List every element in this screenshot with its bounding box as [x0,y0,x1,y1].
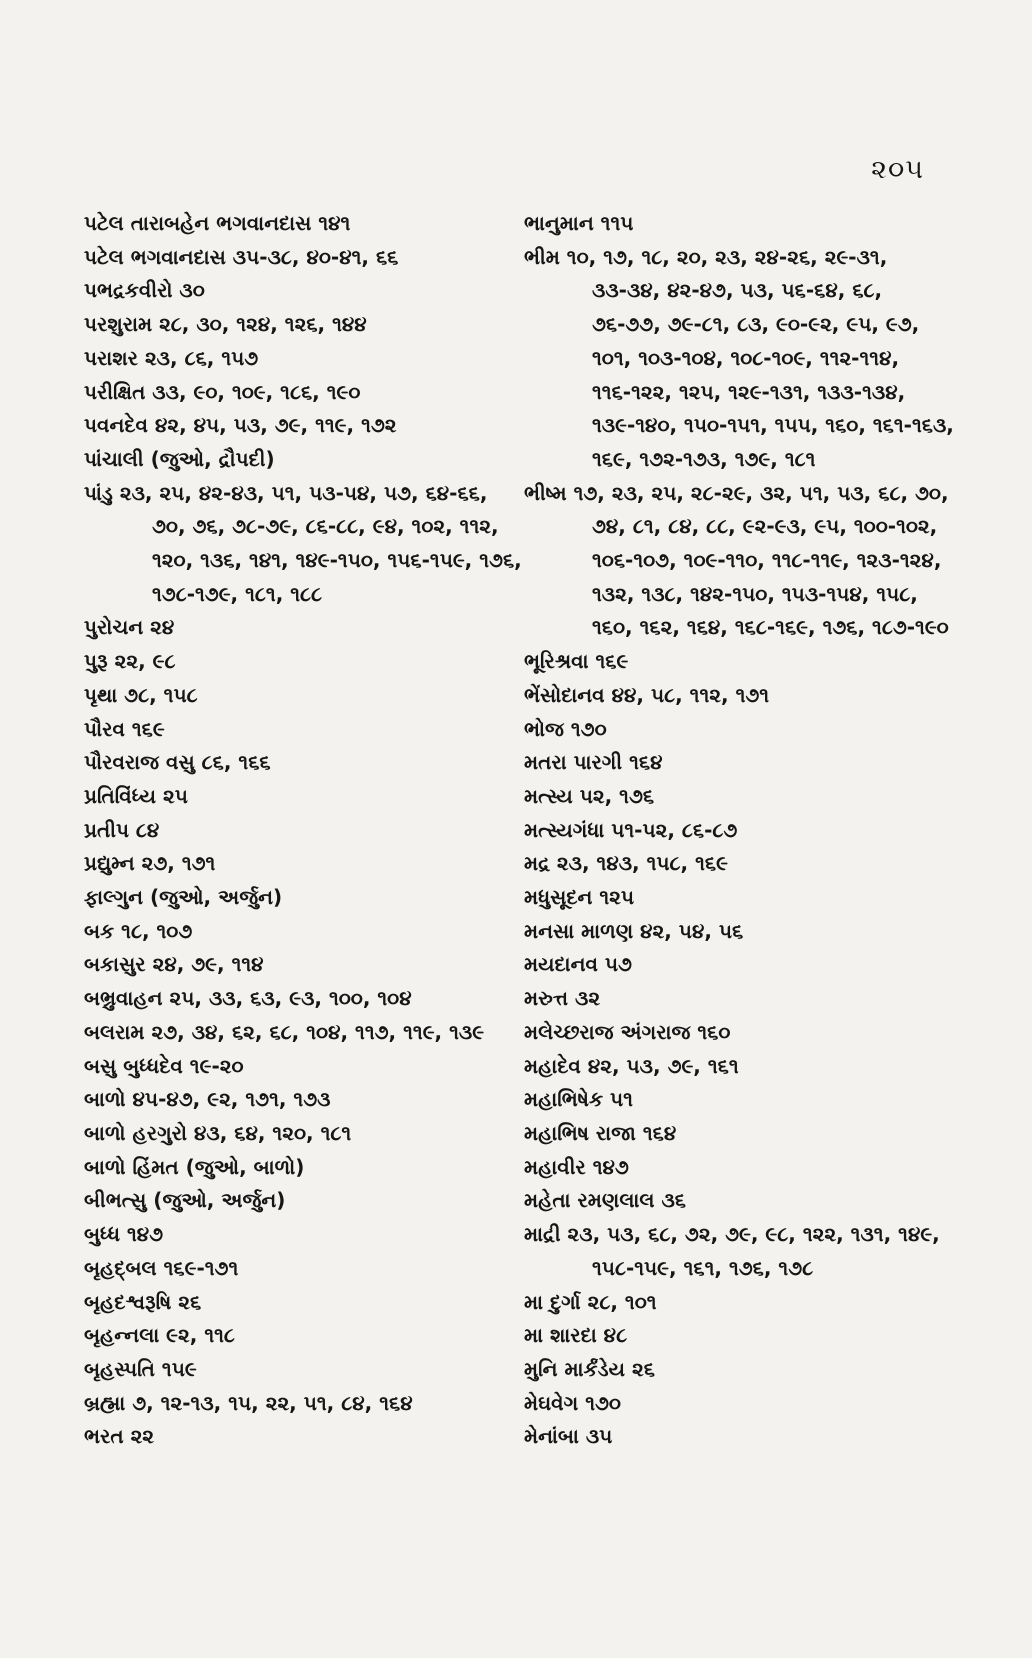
index-entry: મહેતા રમણલાલ ૩૬ [524,1188,686,1213]
index-entry: બૃહસ્પતિ ૧૫૯ [84,1356,197,1381]
index-entry: પટેલ તારાબહેન ભગવાનદાસ ૧૪૧ [84,211,351,235]
index-entry: પ્રતિવિંધ્ય ૨૫ [84,783,188,808]
index-entry: પુરોચન ૨૪ [84,615,175,640]
page-number: ૨૦૫ [871,154,924,185]
index-entry: ભીષ્મ ૧૭, ૨૩, ૨૫, ૨૮-૨૯, ૩૨, ૫૧, ૫૩, ૬૮, ૭૦, ૭૪, ૮૧, ૮૪, ૮૮, ૯૨-૯૩, ૯૫, ૧૦૦-૧૦૨, ૧૦૬-૧૦૭, ૧૦૯-૧૧૦, ૧૧૮-૧૧૯, ૧૨૩-૧૨૪, ૧૩૨, ૧૩૮, ૧૪૨-૧૫૦, ૧૫૩-૧૫૪, ૧૫૮, ૧૬૦, ૧૬૨, ૧૬૪, ૧૬૮-૧૬૯, ૧૭૬, ૧૮૭-૧૯૦ [524,480,949,640]
index-entry: ભેંસોદાનવ ૪૪, ૫૮, ૧૧૨, ૧૭૧ [524,682,770,707]
index-entry: પરાશર ૨૩, ૮૬, ૧૫૭ [84,345,259,370]
index-entry: બકાસુર ૨૪, ૭૯, ૧૧૪ [84,952,264,977]
index-entry: મદ્ર ૨૩, ૧૪૩, ૧૫૮, ૧૬૯ [524,851,728,876]
index-entry: મા દુર્ગા ૨૮, ૧૦૧ [524,1289,657,1314]
index-entry: મયદાનવ ૫૭ [524,952,632,977]
index-entry: ભરત ૨૨ [84,1424,155,1449]
index-entry: પરશુરામ ૨૮, ૩૦, ૧૨૪, ૧૨૬, ૧૪૪ [84,312,367,337]
index-entry: પૌરવરાજ વસુ ૮૬, ૧૬૬ [84,750,271,775]
index-entry: બક ૧૮, ૧૦૭ [84,918,193,943]
index-entry: મધુસૂદન ૧૨૫ [524,885,635,910]
index-column-right [524,207,954,1454]
index-entry: મતરા પારગી ૧૬૪ [524,750,663,775]
index-entry: મેઘવેગ ૧૭૦ [524,1390,621,1415]
index-entry: બૃહદશ્વરૂષિ ૨૬ [84,1289,202,1314]
index-entry: મનસા માળણ ૪૨, ૫૪, ૫૬ [524,918,744,943]
index-entry: પ્રદ્યુમ્ન ૨૭, ૧૭૧ [84,851,216,876]
index-entry: બ્રહ્મા ૭, ૧૨-૧૩, ૧૫, ૨૨, ૫૧, ૮૪, ૧૬૪ [84,1390,413,1415]
index-entry: મહાદેવ ૪૨, ૫૩, ૭૯, ૧૬૧ [524,1053,739,1078]
index-entry: ભૂરિશ્રવા ૧૬૯ [524,649,629,674]
index-entry: પુરૂ ૨૨, ૯૮ [84,649,176,674]
index-entry: મલેચ્છરાજ અંગરાજ ૧૬૦ [524,1019,731,1044]
index-entry: મેનાંબા ૩૫ [524,1424,613,1449]
index-entry: મા શારદા ૪૮ [524,1323,628,1348]
index-entry: પૃથા ૭૮, ૧૫૮ [84,682,198,707]
index-entry: પરીક્ષિત ૩૩, ૯૦, ૧૦૯, ૧૮૬, ૧૯૦ [84,379,361,404]
index-entry: ફાલ્ગુન (જુઓ, અર્જુન) [84,885,283,910]
index-entry: પવનદેવ ૪૨, ૪૫, ૫૩, ૭૯, ૧૧૯, ૧૭૨ [84,413,397,438]
index-entry: મત્સ્યગંધા ૫૧-૫૨, ૮૬-૮૭ [524,817,738,842]
index-entry: બૃહદ્બલ ૧૬૯-૧૭૧ [84,1255,239,1280]
index-entry: પાંચાલી (જુઓ, દ્રૌપદી) [84,446,275,471]
index-entry: બાળો ૪૫-૪૭, ૯૨, ૧૭૧, ૧૭૩ [84,1087,331,1112]
index-entry: મહાભિષ રાજા ૧૬૪ [524,1120,677,1145]
index-entry: બભ્રુવાહન ૨૫, ૩૩, ૬૩, ૯૩, ૧૦૦, ૧૦૪ [84,986,412,1011]
index-entry: બાળો હિંમત (જુઓ, બાળો) [84,1154,305,1179]
index-entry: પૌરવ ૧૬૯ [84,716,165,741]
index-entry: મરુત્ત ૩૨ [524,986,601,1011]
index-entry: મહાભિષેક ૫૧ [524,1087,633,1112]
index-entry: બસુ બુધ્ધદેવ ૧૯-૨૦ [84,1053,244,1078]
index-entry: પાંડુ ૨૩, ૨૫, ૪૨-૪૩, ૫૧, ૫૩-૫૪, ૫૭, ૬૪-૬૬, ૭૦, ૭૬, ૭૮-૭૯, ૮૬-૮૮, ૯૪, ૧૦૨, ૧૧૨, ૧૨૦, ૧૩૬, ૧૪૧, ૧૪૯-૧૫૦, ૧૫૬-૧૫૯, ૧૭૬, ૧૭૮-૧૭૯, ૧૮૧, ૧૮૮ [84,480,522,606]
index-entry: મહાવીર ૧૪૭ [524,1154,629,1179]
index-entry: માદ્રી ૨૩, ૫૩, ૬૮, ૭૨, ૭૯, ૯૮, ૧૨૨, ૧૩૧, ૧૪૯, ૧૫૮-૧૫૯, ૧૬૧, ૧૭૬, ૧૭૮ [524,1222,940,1280]
index-entry: ભોજ ૧૭૦ [524,716,607,741]
index-entry: ભીમ ૧૦, ૧૭, ૧૮, ૨૦, ૨૩, ૨૪-૨૬, ૨૯-૩૧, ૩૩-૩૪, ૪૨-૪૭, ૫૩, ૫૬-૬૪, ૬૮, ૭૬-૭૭, ૭૯-૮૧, ૮૩, ૯૦-૯૨, ૯૫, ૯૭, ૧૦૧, ૧૦૩-૧૦૪, ૧૦૮-૧૦૯, ૧૧૨-૧૧૪, ૧૧૬-૧૨૨, ૧૨૫, ૧૨૯-૧૩૧, ૧૩૩-૧૩૪, ૧૩૯-૧૪૦, ૧૫૦-૧૫૧, ૧૫૫, ૧૬૦, ૧૬૧-૧૬૩, ૧૬૯, ૧૭૨-૧૭૩, ૧૭૯, ૧૮૧ [524,244,954,471]
index-entry: પભદ્રકવીરો ૩૦ [84,278,205,303]
index-entry: પ્રતીપ ૮૪ [84,817,160,842]
index-column-left [84,207,524,1454]
index-entry: બુધ્ધ ૧૪૭ [84,1222,164,1247]
index-entry: મત્સ્ય ૫૨, ૧૭૬ [524,783,655,808]
index-entry: બલરામ ૨૭, ૩૪, ૬૨, ૬૮, ૧૦૪, ૧૧૭, ૧૧૯, ૧૩૯ [84,1019,485,1044]
index-entry: ભાનુમાન ૧૧૫ [524,211,634,235]
index-entry: મુનિ માર્કંડેય ૨૬ [524,1356,655,1381]
index-entry: બીભત્સુ (જુઓ, અર્જુન) [84,1188,286,1213]
index-entry: બૃહન્નલા ૯૨, ૧૧૮ [84,1323,235,1348]
index-entry: પટેલ ભગવાનદાસ ૩૫-૩૮, ૪૦-૪૧, ૬૬ [84,244,399,269]
index-entry: બાળો હરગુરો ૪૩, ૬૪, ૧૨૦, ૧૮૧ [84,1120,352,1145]
